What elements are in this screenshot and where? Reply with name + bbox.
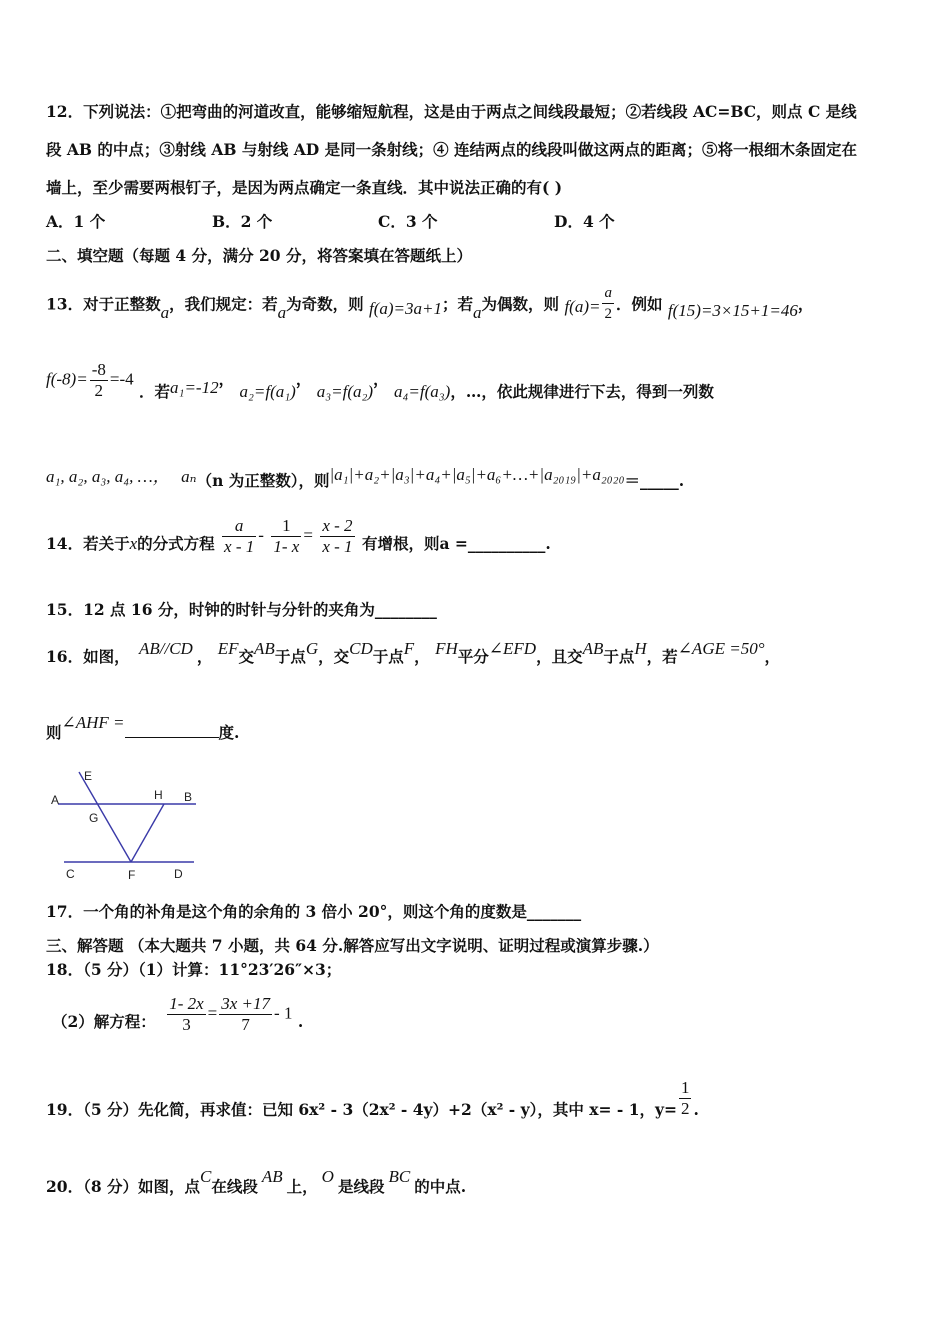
option-c: C．3 个: [378, 212, 438, 231]
line-ef: [79, 772, 131, 862]
option-a: A．1 个: [46, 212, 106, 231]
q14-frac1: $\frac{a}{x - 1}$: [224, 516, 255, 556]
q18-line1: 18．（5 分）（1）计算：11°23′26″×3；: [46, 960, 342, 979]
q16-line1: 16．如图， AB//CD ， EF交AB于点G，交CD于点F， FH平分∠EFD，且交AB于点H，若∠AGE =50°，: [46, 639, 781, 666]
line-fh: [131, 804, 164, 862]
q18-frac1: $\frac{1- 2x}{3}$: [169, 994, 204, 1034]
q17-line: 17．一个角的补角是这个角的余角的 3 倍小 20°，则这个角的度数是_______: [46, 902, 582, 921]
sum-expression: |a₁|+a₂+|a₃|+a₄+|a₅|+a₆+…+|a₂₀₁₉|+a₂₀₂₀: [329, 465, 625, 484]
q12-line1: 12．下列说法：①把弯曲的河道改直，能够缩短航程，这是由于两点之间线段最短；②若线段 AC=BC，则点 C 是线: [46, 102, 857, 121]
section3-heading: 三、解答题 （本大题共 7 小题，共 64 分.解答应写出文字说明、证明过程或演算步骤.）: [46, 936, 659, 955]
option-b: B．2 个: [212, 212, 273, 231]
q13-line3: a₁, a₂, a₃, a₄, …， aₙ（n 为正整数），则|a₁|+a₂+|a₃|+a₄+|a₅|+a₆+…+|a₂₀₁₉|+a₂₀₂₀＝_____.: [46, 465, 685, 490]
even-formula: $\frac{a}{2}$: [604, 285, 612, 322]
option-d: D．4 个: [554, 212, 615, 231]
label-a: A: [51, 793, 60, 807]
q14-line: 14．若关于x的分式方程 $\frac{a}{x - 1}$ - $\frac{1}{1- x}$ = $\frac{x - 2}{x - 1}$ 有增根，则a =__________.: [46, 516, 551, 556]
label-h: H: [154, 788, 163, 802]
geometry-figure: [46, 766, 206, 882]
q12-line3: 墙上，至少需要两根钉子，是因为两点确定一条直线．其中说法正确的有( ): [46, 178, 563, 197]
label-f: F: [128, 868, 136, 882]
q13-line1: 13．对于正整数a，我们规定：若a为奇数，则 f(a)=3a+1；若a为偶数，则 f(a)= $\frac{a}{2}$ ．例如 f(15)=3×15+1=46，: [46, 285, 814, 322]
label-b: B: [184, 790, 193, 804]
q15-line: 15．12 点 16 分，时钟的时针与分针的夹角为________: [46, 600, 437, 619]
q16-line2: 则∠AHF =度.: [46, 713, 240, 742]
odd-formula: f(a)=3a+1: [369, 298, 443, 318]
q18-line2: （2）解方程： $\frac{1- 2x}{3}$ = $\frac{3x +17}{7}$ - 1 .: [52, 994, 304, 1034]
q14-frac3: $\frac{x - 2}{x - 1}$: [322, 516, 353, 556]
example1: f(15)=3×15+1=46: [667, 300, 798, 320]
example2-fraction: $\frac{-8}{2}$: [91, 360, 106, 400]
section2-heading: 二、填空题（每题 4 分，满分 20 分，将答案填在答题纸上）: [46, 246, 472, 265]
q19-frac: $\frac{1}{2}$: [680, 1078, 690, 1118]
q12-options: [46, 212, 615, 232]
label-g: G: [89, 811, 99, 825]
label-e: E: [84, 769, 93, 783]
q13-line2: f(-8)= $\frac{-8}{2}$ =-4 ．若a₁=-12， a₂=f(a₁)， a₃=f(a₂)， a₄=f(a₃)，…，依此规律进行下去，得到一列数: [46, 360, 714, 401]
label-d: D: [174, 867, 183, 881]
q19-line: 19．（5 分）先化简，再求值：已知 6x² - 3（2x² - 4y）+2（x² - y），其中 x= - 1，y= $\frac{1}{2}$ .: [46, 1078, 699, 1119]
q20-line: 20．（8 分）如图，点C在线段AB上，O是线段BC的中点.: [46, 1167, 467, 1196]
q18-frac2: $\frac{3x +17}{7}$: [221, 994, 271, 1034]
label-c: C: [66, 867, 75, 881]
q14-frac2: $\frac{1}{1- x}$: [273, 516, 300, 556]
q12-line2: 段 AB 的中点；③射线 AB 与射线 AD 是同一条射线；④ 连结两点的线段叫做这两点的距离；⑤将一根细木条固定在: [46, 140, 857, 159]
